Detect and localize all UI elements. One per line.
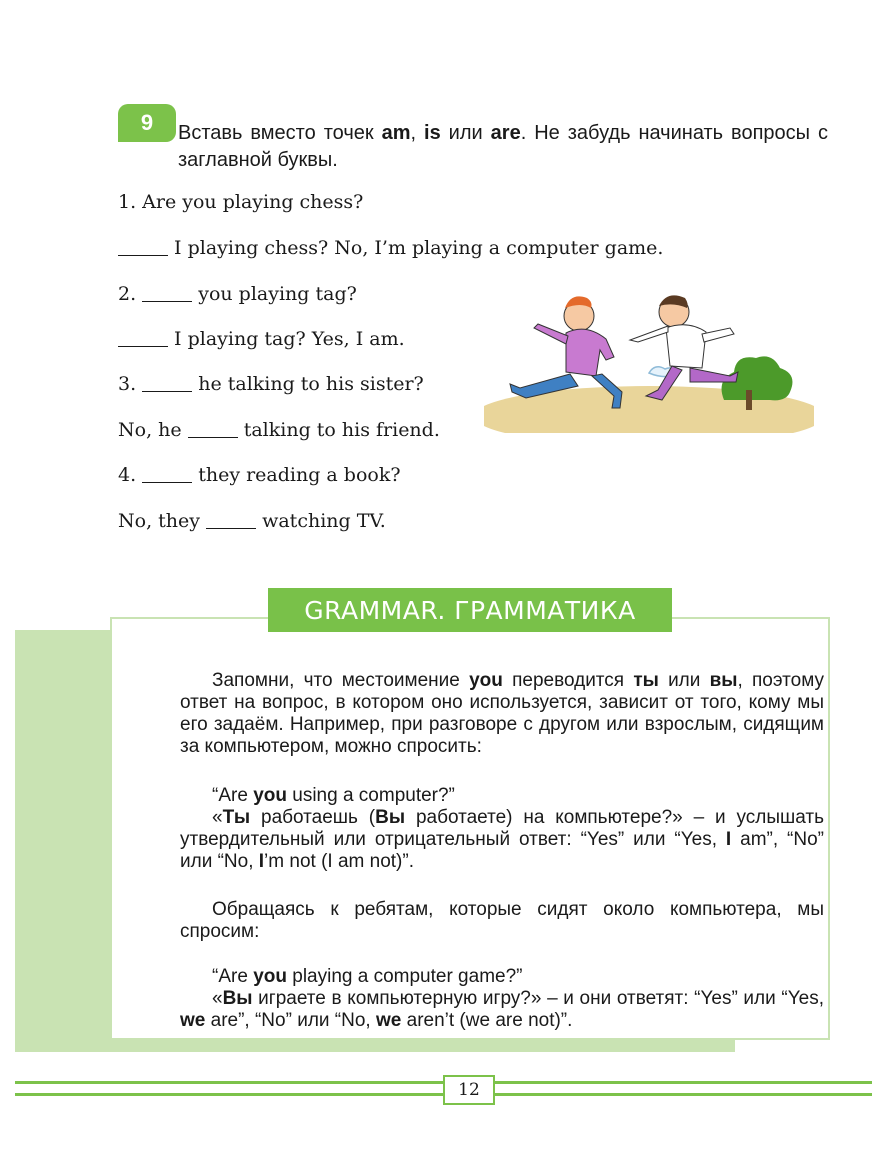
answer-blank[interactable]: [118, 328, 168, 347]
exercise-item-3: 3. he talking to his sister?: [118, 373, 424, 395]
answer-blank[interactable]: [188, 419, 238, 438]
exercise-item-4: 4. they reading a book?: [118, 464, 401, 486]
answer-blank[interactable]: [142, 283, 192, 302]
grammar-example-translation-2: «Вы играете в компьютерную игру?» – и они ответят: “Yes” или “Yes, we are”, “No” или “No, we aren’t (we are not)”.: [180, 988, 824, 1031]
running-boys-illustration: [484, 278, 814, 433]
exercise-instruction: Вставь вместо точек am, is или are. Не забудь начинать вопросы с заглавной буквы.: [178, 122, 828, 171]
answer-blank[interactable]: [118, 237, 168, 256]
exercise-item-2-answer: I playing tag? Yes, I am.: [118, 327, 405, 351]
grammar-paragraph-1: Запомни, что местоимение you переводится ты или вы, поэтому ответ на вопрос, в котором оно используется, зависит от того, кому мы его задаём. Например, при разговоре с другом или взрослым, сидящим за компьютером, можно спросить:: [180, 670, 824, 757]
answer-blank[interactable]: [142, 464, 192, 483]
grammar-paragraph-2: Обращаясь к ребятам, которые сидят около компьютера, мы спросим:: [180, 899, 824, 942]
answer-blank[interactable]: [206, 510, 256, 529]
grammar-example-question-1: “Are you using a computer?”: [212, 785, 455, 806]
exercise-number-badge: 9: [118, 104, 176, 142]
exercise-item-2: 2. you playing tag?: [118, 283, 357, 305]
exercise-item-4-answer: No, they watching TV.: [118, 510, 386, 532]
page-number: 12: [443, 1075, 495, 1105]
grammar-example-question-2: “Are you playing a computer game?”: [212, 966, 523, 987]
grammar-example-translation-1: «Ты работаешь (Вы работаете) на компьютере?» – и услышать утвердительный или отрицательный ответ: “Yes” или “Yes, I am”, “No” или “No, I’m not (I am not)”.: [180, 807, 825, 872]
exercise-item-1: 1. Are you playing chess?: [118, 191, 364, 213]
answer-blank[interactable]: [142, 373, 192, 392]
exercise-item-3-answer: No, he talking to his friend.: [118, 419, 440, 441]
grammar-title: GRAMMAR. ГРАММАТИКА: [268, 588, 672, 632]
exercise-item-1-answer: I playing chess? No, I’m playing a computer game.: [118, 236, 663, 260]
